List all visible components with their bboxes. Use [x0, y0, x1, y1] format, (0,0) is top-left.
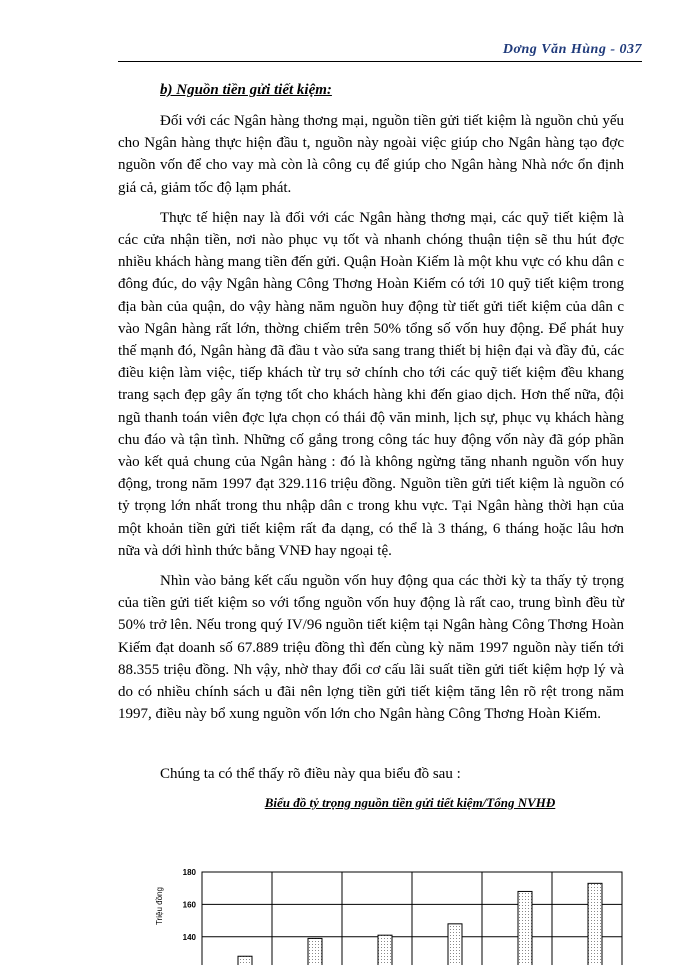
section-title: b) Nguồn tiền gửi tiết kiệm:: [160, 82, 332, 98]
bar: [378, 935, 392, 965]
header-rule: [118, 61, 642, 62]
y-tick-label: 160: [182, 900, 196, 910]
chart-svg: [150, 860, 630, 960]
bar: [588, 883, 602, 965]
chart-title: Biểu đồ tỷ trọng nguồn tiền gửi tiết kiệm/Tổng NVHĐ: [264, 795, 556, 810]
paragraph: Đối với các Ngân hàng thơng mại, nguồn tiền gửi tiết kiệm là nguồn chủ yếu cho Ngân hàng thực hiện đầu t, nguồn này ngoài việc giúp cho Ngân hàng tạo đợc nguồn vốn để cho vay mà còn là công cụ để giúp cho Ngân hàng Nhà nớc ổn định giá cả, giảm tốc độ lạm phát.: [118, 113, 624, 196]
author-label: Dơng Văn Hùng - 037: [502, 42, 642, 57]
page-header: [118, 42, 642, 58]
y-tick-label: 140: [182, 932, 196, 942]
savings-ratio-chart: [150, 860, 630, 960]
y-tick-label: 180: [182, 868, 196, 877]
bar: [308, 938, 322, 965]
paragraph: Nhìn vào bảng kết cấu nguồn vốn huy động qua các thời kỳ ta thấy tỷ trọng của tiền gửi tiết kiệm so với tổng nguồn vốn huy động là rất cao, trung bình đều từ 50% trở lên. Nếu trong quý IV/96 nguồn tiết kiệm tại Ngân hàng Công Thơng Hoàn Kiếm đạt doanh số 67.889 triệu đồng thì đến cùng kỳ năm 1997 nguồn này tiến tới 88.355 triệu đồng. Nh vậy, nhờ thay đổi cơ cấu lãi suất tiền gửi tiết kiệm hợp lý và do có nhiều chính sách u đãi nên lợng tiền gửi tiết kiệm tăng lên rõ rệt trong năm 1997, điều này bổ xung nguồn vốn lớn cho Ngân hàng Công Thơng Hoàn Kiếm.: [118, 573, 624, 723]
bar: [238, 956, 252, 965]
chart-intro: Chúng ta có thể thấy rõ điều này qua biểu đồ sau :: [160, 766, 461, 782]
paragraph: Thực tế hiện nay là đối với các Ngân hàng thơng mại, các quỹ tiết kiệm là các cửa nhận tiền, nơi nào phục vụ tốt và nhanh chóng thuận tiện sẽ thu hút đợc nhiều khách hàng mang tiền đến gửi. Quận Hoàn Kiếm là một khu vực có khu dân c đông đúc, do vậy Ngân hàng Công Thơng Hoàn Kiếm có tới 10 quỹ tiết kiệm trong địa bàn của quận, do vậy hàng năm nguồn huy động từ tiết gửi tiết kiệm của dân c vào Ngân hàng rất lớn, thờng chiếm trên 50% tổng số vốn huy động. Để phát huy thế mạnh đó, Ngân hàng đã đầu t vào sửa sang trang thiết bị hiện đại và đầy đủ, các điều kiện làm việc, tiếp khách từ trụ sở chính cho tới các quỹ tiết kiệm đều khang trang sạch đẹp gây ấn tợng tốt cho khách hàng khi đến giao dịch. Hơn thế nữa, đội ngũ thanh toán viên đợc lựa chọn có thái độ văn minh, lịch sự, phục vụ khách hàng chu đáo và tận tình. Những cố gắng trong công tác huy động vốn này đã góp phần vào kết quả chung của Ngân hàng : đó là không ngừng tăng nhanh nguồn vốn huy động, trong năm 1997 đạt 329.116 triệu đồng. Nguồn tiền gửi tiết kiệm là nguồn có tỷ trọng lớn nhất trong thu nhập dân c trong khu vực. Tại Ngân hàng thời hạn của một khoản tiền gửi tiết kiệm rất đa dạng, có thể là 3 tháng, 6 tháng hoặc lâu hơn nữa và dới hình thức bằng VNĐ hay ngoại tệ.: [118, 209, 624, 559]
y-axis-label: Triệu đồng: [155, 887, 164, 925]
bar: [448, 924, 462, 965]
bar: [518, 891, 532, 965]
body-text: [118, 110, 624, 733]
